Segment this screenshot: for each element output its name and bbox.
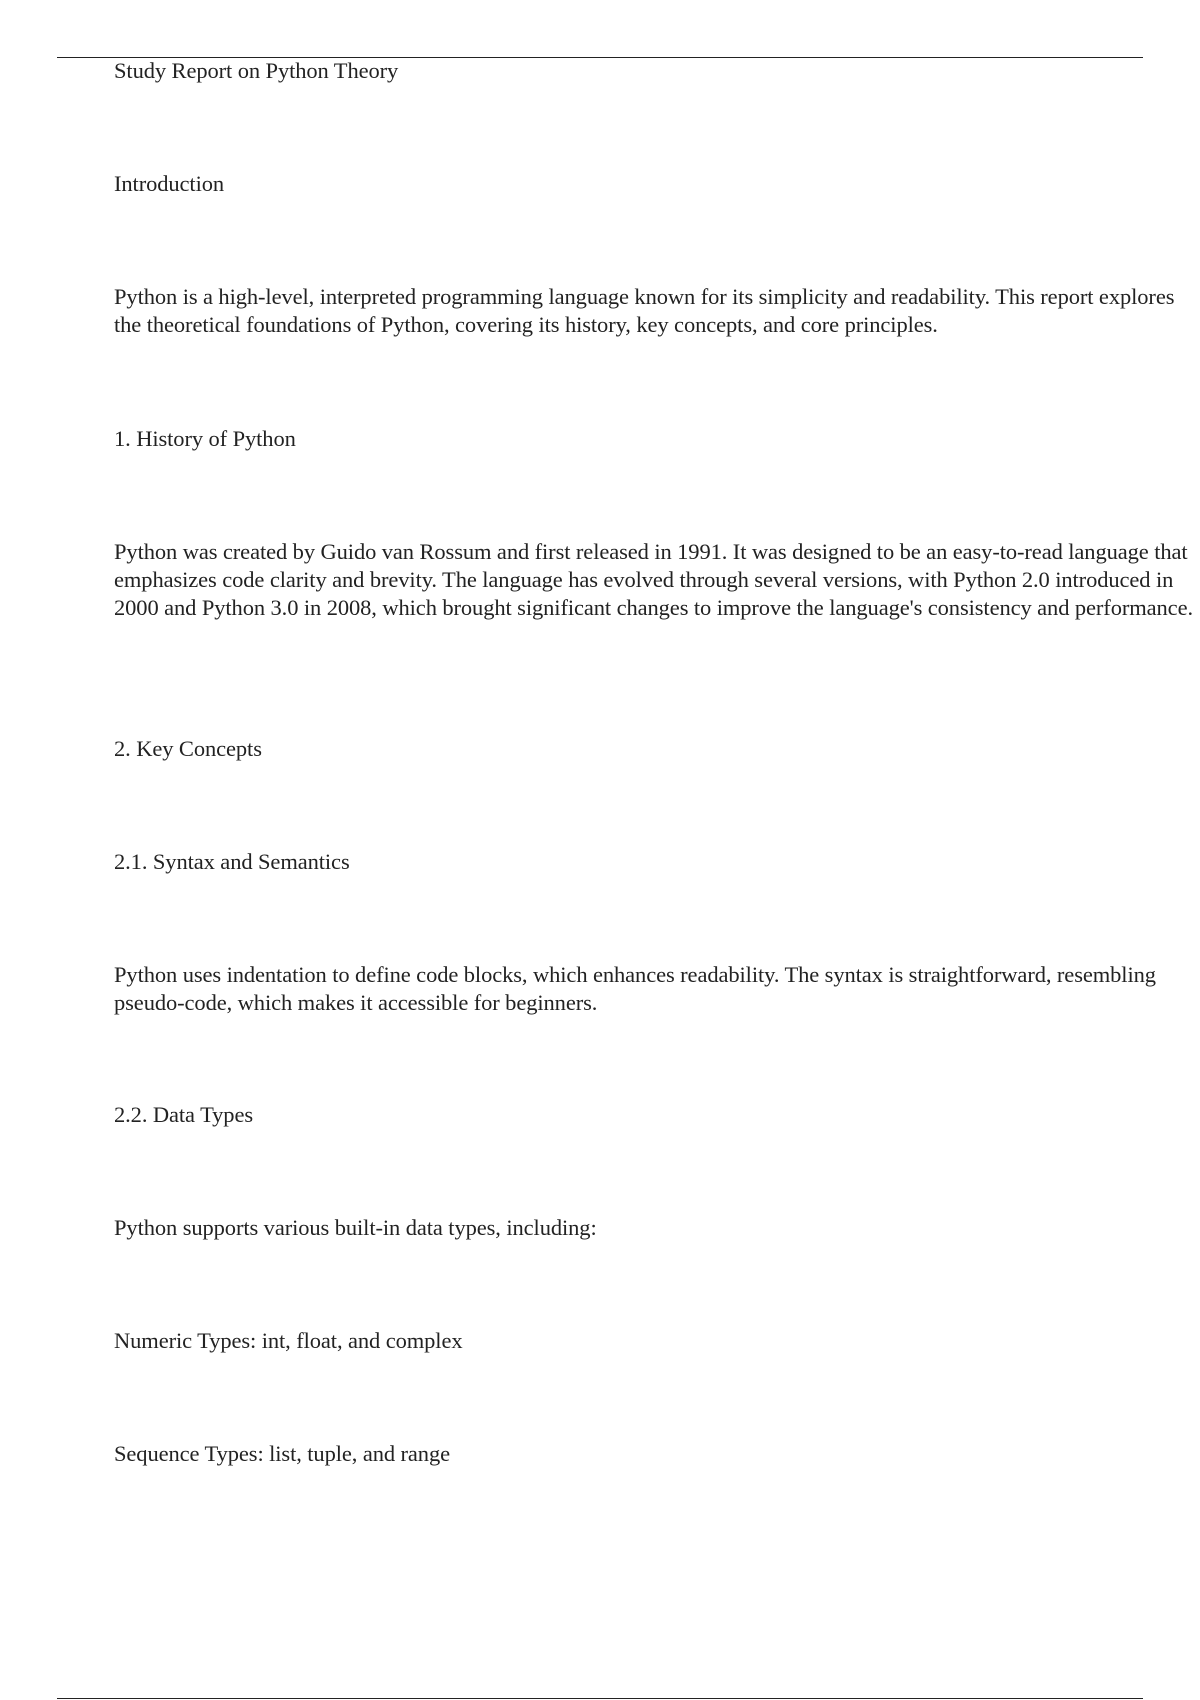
syntax-semantics-paragraph: Python uses indentation to define code blocks, which enhances readability. The syntax is straightforward, resembling pseudo-code, which makes it accessible for beginners.	[114, 962, 1156, 1015]
sequence-types-item: Sequence Types: list, tuple, and range	[114, 1441, 450, 1466]
introduction-heading: Introduction	[114, 171, 225, 196]
history-paragraph: Python was created by Guido van Rossum and first released in 1991. It was designed to be an easy-to-read language that emphasizes code clarity and brevity. The language has evolved through several versions, with Python 2.0 introduced in 2000 and Python 3.0 in 2008, which brought significant changes to improve the language's consistency and performance.	[114, 539, 1193, 620]
data-types-intro: Python supports various built-in data types, including:	[114, 1215, 597, 1240]
introduction-paragraph: Python is a high-level, interpreted programming language known for its simplicity and readability. This report explores the theoretical foundations of Python, covering its history, key concepts, and core principles.	[114, 284, 1175, 337]
history-heading: 1. History of Python	[114, 426, 296, 451]
syntax-semantics-heading: 2.1. Syntax and Semantics	[114, 849, 350, 874]
data-types-heading: 2.2. Data Types	[114, 1102, 253, 1127]
footer-rule	[57, 1698, 1143, 1699]
numeric-types-item: Numeric Types: int, float, and complex	[114, 1328, 463, 1353]
document-header-title: Study Report on Python Theory	[114, 58, 399, 83]
key-concepts-heading: 2. Key Concepts	[114, 736, 262, 761]
